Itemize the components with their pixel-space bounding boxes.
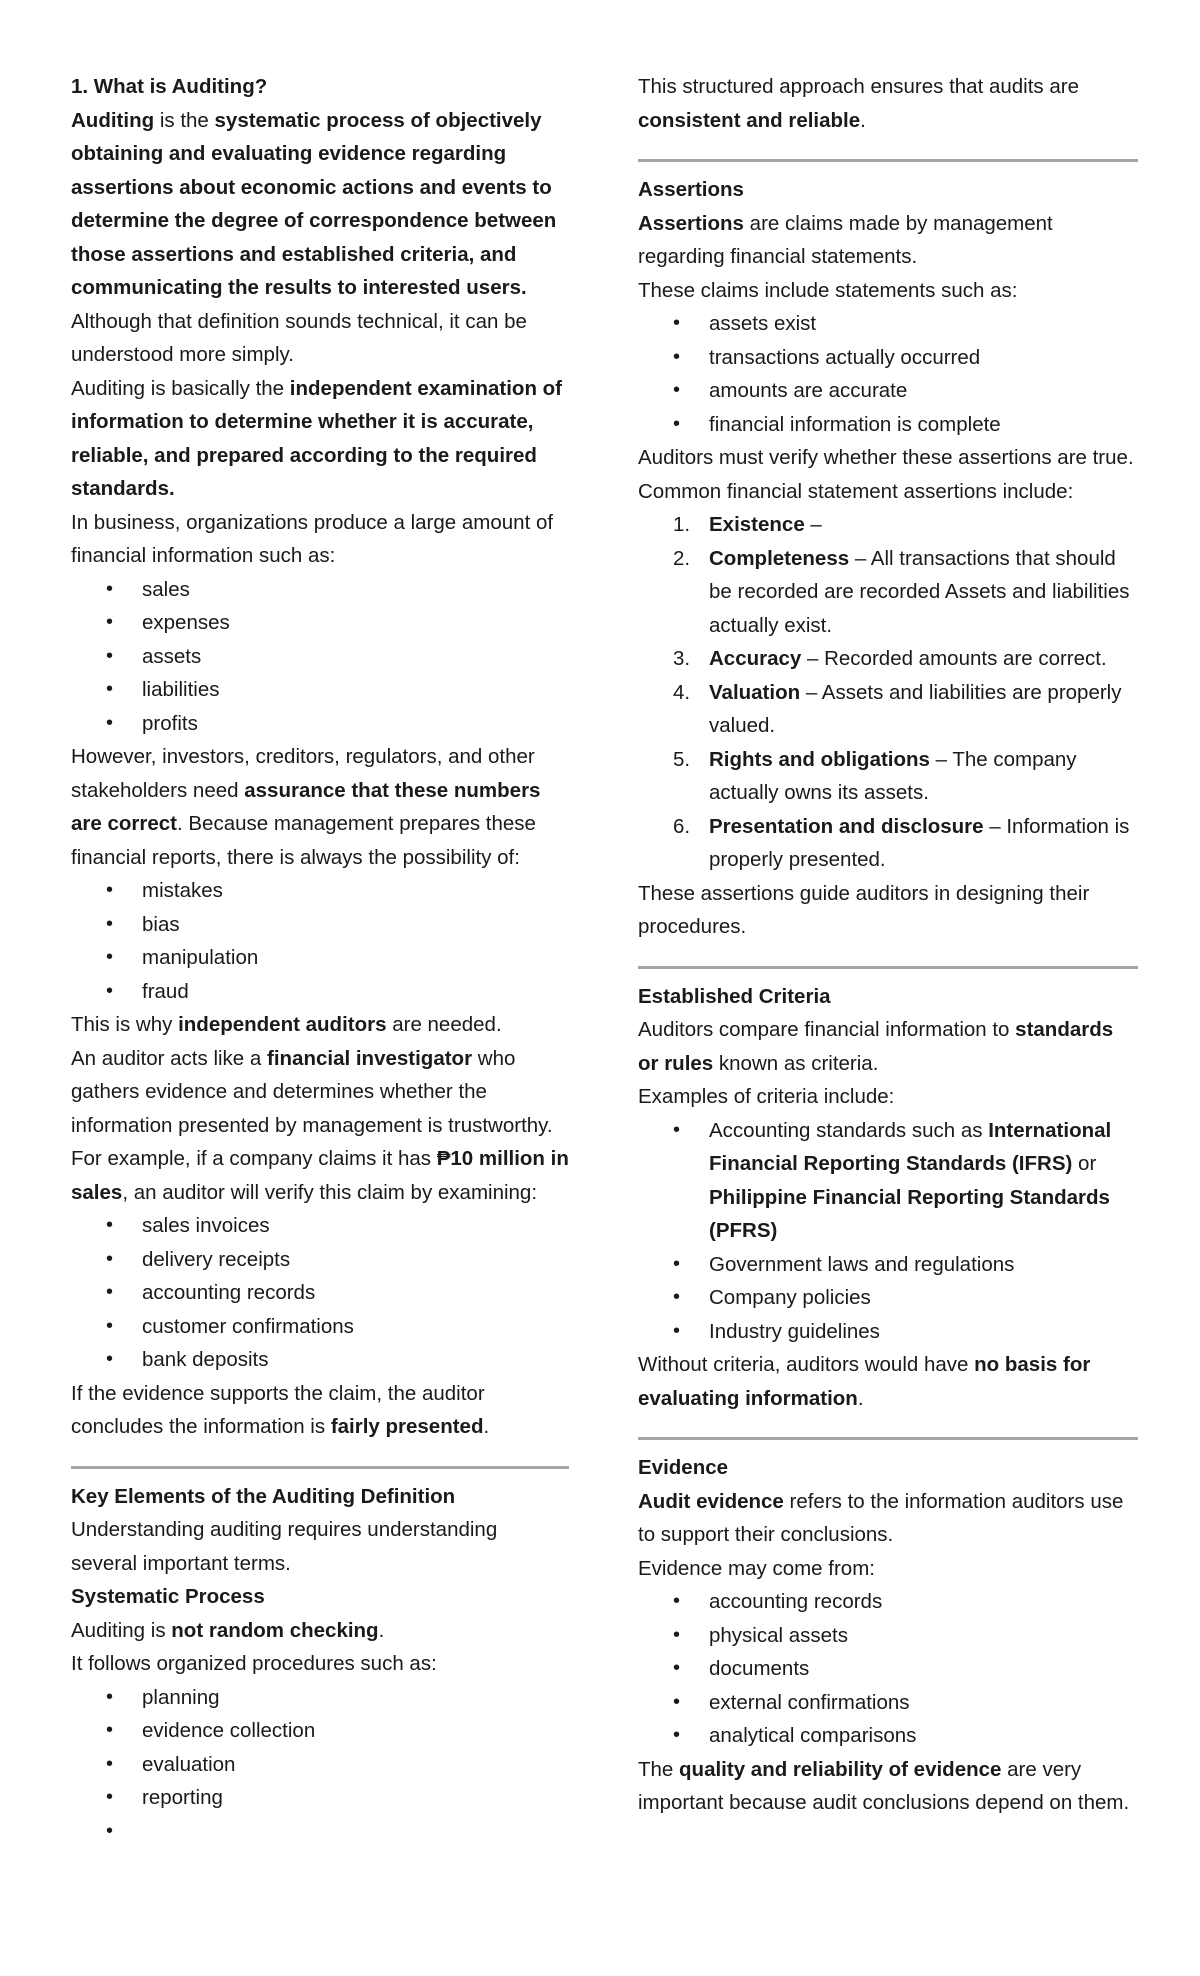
common-assertions-paragraph: Common financial statement assertions include: [638,479,1074,503]
investigator-paragraph: An auditor acts like a financial investigator who gathers evidence and determines whether the information presented by management is trustworthy. [71,1046,553,1137]
list-item: • Accounting standards such as International Financial Reporting Standards (IFRS) or Philippine Financial Reporting Standards (PFRS) [638,1114,1138,1248]
list-item: • Company policies [638,1281,1138,1315]
section-divider [71,1466,569,1469]
list-item: • reporting [71,1781,569,1815]
list-item: • assets [71,640,569,674]
section-divider [638,159,1138,162]
basic-paragraph: Auditing is basically the independent examination of information to determine whether it is accurate, reliable, and prepared according to the required standards. [71,376,563,500]
list-item: • external confirmations [638,1686,1138,1720]
numbered-item: 3. Accuracy – Recorded amounts are correct. [673,647,1107,670]
list-item: • planning [71,1681,569,1715]
list-item: • analytical comparisons [638,1719,1138,1753]
numbered-item: 2. Completeness – All transactions that should be recorded are recorded Assets and liabilities actually exist. [673,546,1130,637]
criteria-list [638,1114,1138,1349]
list-item: • manipulation [71,941,569,975]
left-column [71,70,569,1848]
verification-list [71,1209,569,1377]
list-item: • bias [71,908,569,942]
systematic-process-heading: Systematic Process [71,1585,265,1608]
list-item: • evidence collection [71,1714,569,1748]
list-item: • sales invoices [71,1209,569,1243]
assertions-heading: Assertions [638,178,744,201]
list-item: • assets exist [638,307,1138,341]
numbered-item: 1. Existence – [673,513,822,536]
evidence-source-list [638,1585,1138,1753]
list-item: • liabilities [71,673,569,707]
list-item: • customer confirmations [71,1310,569,1344]
list-item: • bank deposits [71,1343,569,1377]
numbered-item: 6. Presentation and disclosure – Information is properly presented. [673,814,1130,871]
understanding-paragraph: Understanding auditing requires understanding several important terms. [71,1518,498,1575]
list-item: • Industry guidelines [638,1315,1138,1349]
list-item: • fraud [71,975,569,1009]
conclusion-paragraph: If the evidence supports the claim, the auditor concludes the information is fairly presented. [71,1381,490,1438]
example-paragraph: For example, if a company claims it has ₱10 million in sales, an auditor will verify this claim by examining: [71,1147,569,1204]
list-item: • mistakes [71,874,569,908]
section-title: 1. What is Auditing? [71,75,268,98]
list-item: • documents [638,1652,1138,1686]
quality-paragraph: The quality and reliability of evidence are very important because audit conclusions depend on them. [638,1757,1130,1814]
list-item: • evaluation [71,1748,569,1782]
risk-list [71,874,569,1008]
financial-info-list [71,573,569,741]
list-item: • profits [71,707,569,741]
numbered-item: 5. Rights and obligations – The company actually owns its assets. [673,747,1077,804]
business-paragraph: In business, organizations produce a large amount of financial information such as: [71,510,554,567]
section-divider [638,1437,1138,1440]
not-random-paragraph: Auditing is not random checking. [71,1618,385,1642]
compare-paragraph: Auditors compare financial information to standards or rules known as criteria. [638,1018,1114,1075]
list-item: • sales [71,573,569,607]
examples-paragraph: Examples of criteria include: [638,1085,895,1108]
list-item: • financial information is complete [638,408,1138,442]
follows-paragraph: It follows organized procedures such as: [71,1652,437,1675]
assertions-list [638,508,1138,877]
list-item: • expenses [71,606,569,640]
empty-list-item [71,1815,569,1849]
guide-paragraph: These assertions guide auditors in designing their procedures. [638,881,1090,938]
list-item: • amounts are accurate [638,374,1138,408]
evidence-heading: Evidence [638,1456,729,1479]
list-item: • transactions actually occurred [638,341,1138,375]
list-item: • delivery receipts [71,1243,569,1277]
numbered-item: 4. Valuation – Assets and liabilities are properly valued. [673,680,1122,737]
technical-paragraph: Although that definition sounds technical, it can be understood more simply. [71,309,527,366]
structured-paragraph: This structured approach ensures that audits are consistent and reliable. [638,75,1079,132]
however-paragraph: However, investors, creditors, regulators, and other stakeholders need assurance that these numbers are correct. Because management prepares these financial reports, there is always the possibility of: [71,745,541,869]
evidence-from-paragraph: Evidence may come from: [638,1556,875,1580]
claims-paragraph: These claims include statements such as: [638,278,1018,302]
key-elements-heading: Key Elements of the Auditing Definition [71,1484,456,1508]
procedure-list [71,1681,569,1849]
list-item: • Government laws and regulations [638,1248,1138,1282]
without-criteria-paragraph: Without criteria, auditors would have no basis for evaluating information. [638,1353,1091,1410]
why-paragraph: This is why independent auditors are needed. [71,1013,502,1036]
list-item: • accounting records [71,1276,569,1310]
list-item: • accounting records [638,1585,1138,1619]
claims-list [638,307,1138,441]
assertions-definition: Assertions are claims made by management regarding financial statements. [638,211,1053,268]
verify-paragraph: Auditors must verify whether these assertions are true. [638,446,1134,469]
list-item: • physical assets [638,1619,1138,1653]
right-column [638,70,1138,1820]
evidence-definition: Audit evidence refers to the information auditors use to support their conclusions. [638,1489,1124,1546]
definition-paragraph: Auditing is the systematic process of objectively obtaining and evaluating evidence regarding assertions about economic actions and events to determine the degree of correspondence between those assertions and established criteria, and communicating the results to interested users. [71,108,557,299]
criteria-heading: Established Criteria [638,984,831,1008]
section-divider [638,966,1138,969]
